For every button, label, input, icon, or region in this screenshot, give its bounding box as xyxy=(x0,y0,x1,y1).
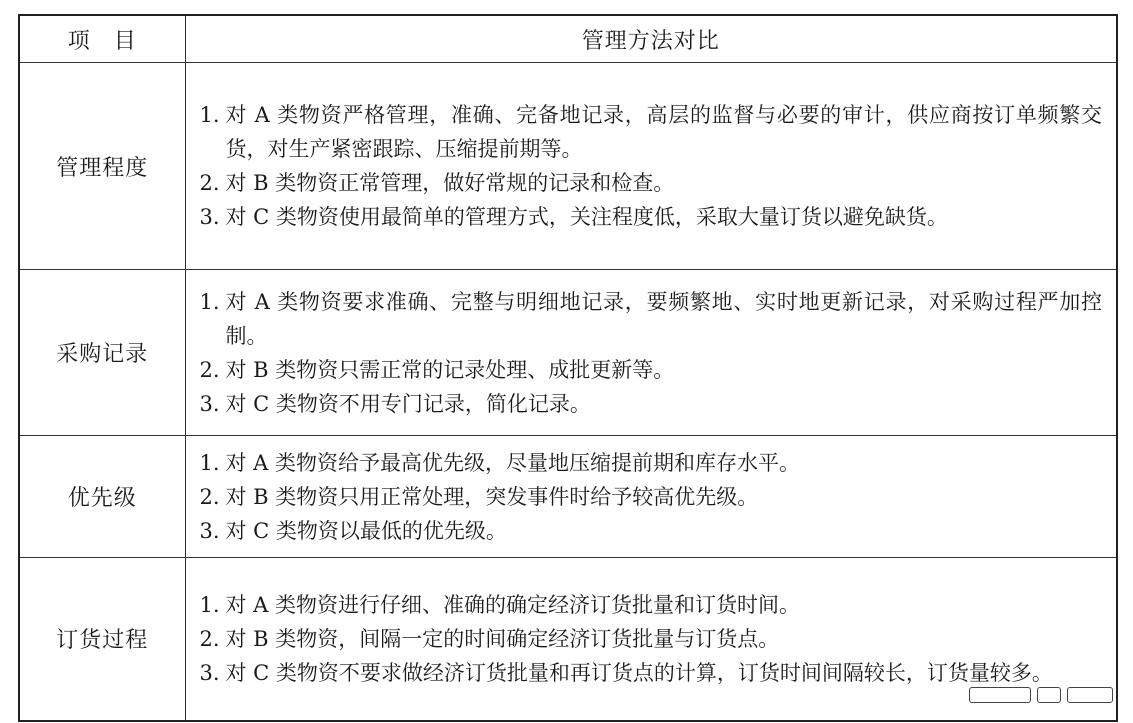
method-line xyxy=(200,622,1103,656)
header-method-comparison: 管理方法对比 xyxy=(185,15,1117,63)
line-text: 对 A 类物资要求准确、完整与明细地记录，要频繁地、实时地更新记录，对采购过程严加控制。 xyxy=(225,289,1102,348)
header-item: 项 目 xyxy=(19,15,185,63)
line-number: 1. xyxy=(199,289,220,314)
line-text: 对 A 类物资进行仔细、准确的确定经济订货批量和订货时间。 xyxy=(225,592,801,617)
line-number: 1. xyxy=(199,103,220,127)
row-item-label: 优先级 xyxy=(19,436,185,558)
line-text: 对 A 类物资给予最高优先级，尽量地压缩提前期和库存水平。 xyxy=(225,450,801,475)
row-methods xyxy=(185,436,1117,558)
line-text: 对 C 类物资使用最简单的管理方式，关注程度低，采取大量订货以避免缺货。 xyxy=(225,205,948,229)
row-methods xyxy=(185,63,1117,270)
watermark-bar-icon xyxy=(1037,687,1061,703)
line-number: 3. xyxy=(199,391,220,416)
table-row xyxy=(19,270,1117,436)
line-text: 对 C 类物资以最低的优先级。 xyxy=(225,518,507,543)
table-row xyxy=(19,63,1117,270)
method-line xyxy=(200,200,1103,234)
line-text: 对 A 类物资严格管理，准确、完备地记录，高层的监督与必要的审计，供应商按订单频繁交货，对生产紧密跟踪、压缩提前期等。 xyxy=(225,103,1102,161)
row-item-label: 订货过程 xyxy=(19,558,185,721)
line-number: 3. xyxy=(199,205,220,229)
line-text: 对 C 类物资不要求做经济订货批量和再订货点的计算，订货时间间隔较长，订货量较多。 xyxy=(225,660,1053,685)
method-line xyxy=(200,656,1103,690)
comparison-table-container xyxy=(18,14,1116,718)
row-methods xyxy=(185,270,1117,436)
method-line xyxy=(200,514,1103,548)
line-text: 对 B 类物资正常管理，做好常规的记录和检查。 xyxy=(225,171,675,195)
table-row xyxy=(19,558,1117,721)
watermark-logo-icon xyxy=(969,687,1113,703)
line-number: 2. xyxy=(199,171,220,195)
line-number: 2. xyxy=(199,626,220,651)
management-comparison-table xyxy=(18,14,1118,722)
method-line xyxy=(200,446,1103,480)
line-number: 3. xyxy=(199,660,220,685)
table-row xyxy=(19,436,1117,558)
method-line xyxy=(200,285,1103,353)
line-number: 1. xyxy=(199,450,220,475)
method-line xyxy=(200,353,1103,387)
line-text: 对 B 类物资，间隔一定的时间确定经济订货批量与订货点。 xyxy=(225,626,780,651)
watermark-bar-icon xyxy=(969,687,1031,703)
line-number: 2. xyxy=(199,484,220,509)
line-text: 对 C 类物资不用专门记录，简化记录。 xyxy=(225,391,591,416)
method-line xyxy=(200,588,1103,622)
row-item-label: 管理程度 xyxy=(19,63,185,270)
method-line xyxy=(200,480,1103,514)
row-item-label: 采购记录 xyxy=(19,270,185,436)
watermark-bar-icon xyxy=(1067,687,1113,703)
line-text: 对 B 类物资只用正常处理，突发事件时给予较高优先级。 xyxy=(225,484,759,509)
line-text: 对 B 类物资只需正常的记录处理、成批更新等。 xyxy=(225,357,675,382)
line-number: 1. xyxy=(199,592,220,617)
table-header-row xyxy=(19,15,1117,63)
line-number: 2. xyxy=(199,357,220,382)
method-line xyxy=(200,387,1103,421)
line-number: 3. xyxy=(199,518,220,543)
method-line xyxy=(200,98,1103,166)
method-line xyxy=(200,166,1103,200)
